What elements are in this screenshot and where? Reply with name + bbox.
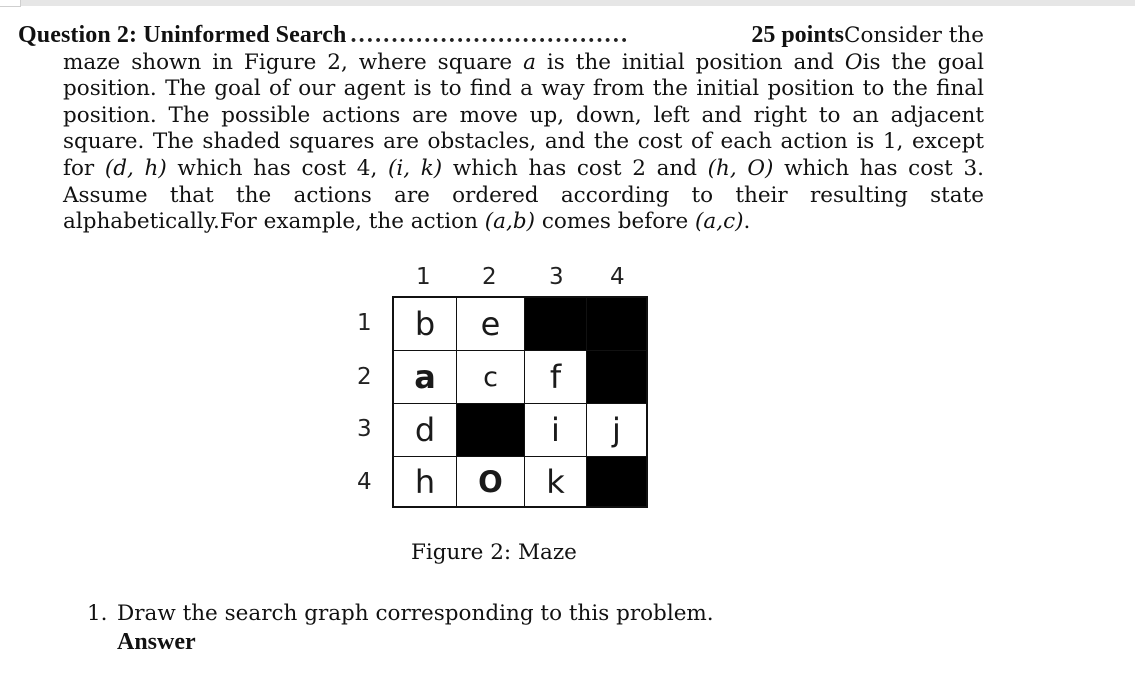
maze-figure (350, 262, 670, 522)
question-body (18, 50, 984, 236)
cell-k (525, 457, 587, 506)
answer-label: Answer (117, 629, 196, 655)
obstacle-cell (587, 298, 646, 351)
corner-box (0, 0, 21, 7)
cell-letter-j: j (612, 411, 621, 449)
body-text-2: is the initial position and (535, 49, 845, 75)
body-text-6: which has cost 3. Assume that the actions are ordered according to their resulting state alphabetically.For example, the action (63, 155, 984, 235)
pair-hO: (h, O) (707, 155, 774, 181)
body-text-1: maze shown in Figure 2, where square (63, 49, 524, 75)
cell-b (394, 298, 457, 351)
obstacle-cell (457, 404, 525, 457)
top-rule (0, 0, 1135, 6)
cell-a (394, 351, 457, 404)
cell-e (457, 298, 525, 351)
maze-grid (392, 296, 648, 508)
pair-ac: (a,c) (695, 209, 744, 235)
question-lead: Consider the (844, 23, 984, 48)
cell-letter-h: h (414, 462, 436, 501)
pair-ab: (a,b) (484, 209, 535, 235)
cell-i (525, 404, 587, 457)
col-label-1: 1 (416, 264, 431, 290)
cell-goal-O (457, 457, 525, 506)
question-points: 25 points (751, 22, 845, 48)
var-O: O (844, 49, 863, 75)
row-label-4: 4 (357, 469, 372, 495)
cell-h (394, 457, 457, 506)
cell-letter-O: O (478, 464, 503, 499)
list-item-text: Draw the search graph corresponding to this problem. (117, 601, 714, 626)
cell-f (525, 351, 587, 404)
figure-caption: Figure 2: Maze (411, 540, 577, 565)
body-text-7: comes before (535, 209, 696, 235)
question-heading (18, 22, 984, 50)
row-label-3: 3 (357, 416, 372, 442)
var-a: a (523, 49, 536, 75)
body-text-3: is the goal position. The goal of our agent is to find a way from the initial position to the final position. The possible actions are move up, down, left and right to an adjacent square. The shaded squares are obstacles, and the cost of each action is 1, except for (63, 49, 984, 181)
cell-d (394, 404, 457, 457)
obstacle-cell (587, 351, 646, 404)
obstacle-cell (587, 457, 646, 506)
row-label-1: 1 (357, 310, 372, 336)
row-label-2: 2 (357, 364, 372, 390)
body-text-4: which has cost 4, (166, 155, 388, 181)
cell-letter-f: f (549, 358, 562, 396)
cell-letter-k: k (546, 462, 565, 501)
cell-letter-a: a (414, 358, 436, 396)
cell-letter-c: c (483, 361, 498, 393)
body-text-8: . (743, 209, 751, 235)
col-label-4: 4 (610, 264, 625, 290)
question-title: Question 2: Uninformed Search (18, 22, 347, 48)
pair-dh: (d, h) (104, 155, 167, 181)
cell-c (457, 351, 525, 404)
cell-letter-e: e (480, 305, 501, 343)
cell-letter-b: b (414, 305, 436, 343)
list-item (87, 600, 714, 628)
obstacle-cell (525, 298, 587, 351)
cell-letter-d: d (414, 411, 436, 449)
cell-letter-i: i (551, 411, 560, 449)
pair-ik: (i, k) (387, 155, 443, 181)
question-block (18, 22, 984, 236)
dot-leaders: .................................. (350, 22, 630, 48)
body-text-5: which has cost 2 and (442, 155, 708, 181)
list-item-number: 1. (87, 601, 108, 626)
cell-j (587, 404, 646, 457)
col-label-2: 2 (482, 264, 497, 290)
col-label-3: 3 (549, 264, 564, 290)
